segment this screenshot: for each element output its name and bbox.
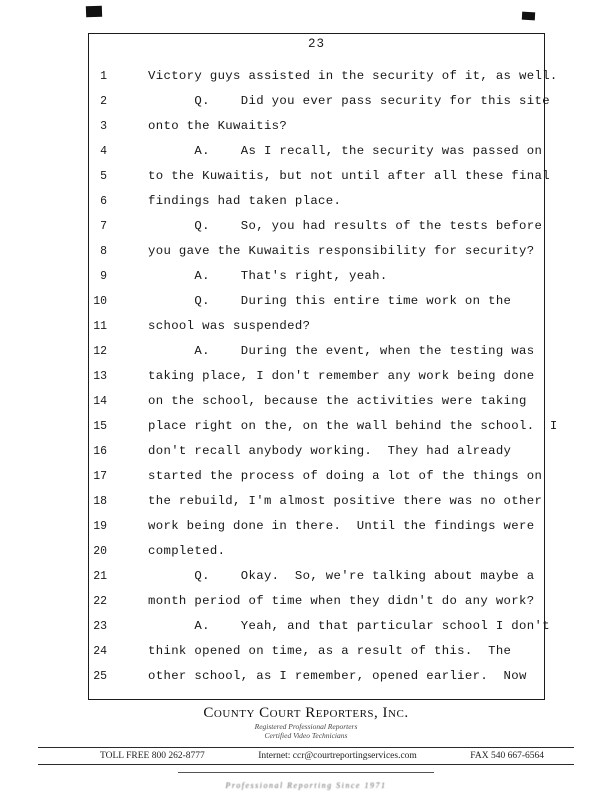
line-text: work being done in there. Until the findings were bbox=[148, 519, 535, 533]
transcript-line bbox=[89, 89, 550, 114]
firm-tagline-2: Certified Video Technicians bbox=[264, 731, 348, 740]
line-text: A. That's right, yeah. bbox=[148, 269, 388, 283]
line-number: 11 bbox=[93, 320, 107, 333]
transcript-line bbox=[89, 164, 550, 189]
line-text: A. As I recall, the security was passed on bbox=[148, 144, 543, 158]
line-number: 24 bbox=[93, 645, 107, 658]
motto-text: Professional Reporting Since 1971 bbox=[225, 781, 387, 790]
transcript-line bbox=[89, 614, 550, 639]
transcript-line bbox=[89, 214, 544, 239]
scan-mark-top-right bbox=[522, 12, 535, 21]
transcript-line bbox=[89, 364, 544, 389]
transcript-line bbox=[89, 64, 558, 89]
line-number: 14 bbox=[93, 395, 107, 408]
line-number: 12 bbox=[93, 345, 107, 358]
firm-tagline-1: Registered Professional Reporters bbox=[254, 722, 358, 731]
page-number: 23 bbox=[307, 37, 325, 51]
line-text: Q. During this entire time work on the bbox=[148, 294, 512, 308]
line-number: 20 bbox=[93, 545, 107, 558]
line-text: A. During the event, when the testing was bbox=[148, 344, 535, 358]
line-number: 21 bbox=[93, 570, 107, 583]
line-text: place right on the, on the wall behind the school. I bbox=[148, 419, 558, 433]
line-text: the rebuild, I'm almost positive there was no other bbox=[148, 494, 543, 508]
transcript-line bbox=[89, 289, 544, 314]
line-number: 7 bbox=[100, 220, 107, 233]
internet-email: Internet: ccr@courtreportingservices.com bbox=[258, 751, 417, 761]
line-number: 8 bbox=[100, 245, 107, 258]
transcript-frame bbox=[88, 33, 558, 700]
motto-box bbox=[178, 772, 434, 792]
line-number: 3 bbox=[100, 120, 107, 133]
line-text: think opened on time, as a result of this. The bbox=[148, 644, 512, 658]
line-text: A. Yeah, and that particular school I don't bbox=[148, 619, 550, 633]
toll-free-number: TOLL FREE 800 262-8777 bbox=[100, 751, 205, 761]
transcript-line bbox=[89, 539, 544, 564]
line-number: 16 bbox=[93, 445, 107, 458]
line-text: you gave the Kuwaitis responsibility for security? bbox=[148, 244, 535, 258]
transcript-line bbox=[89, 239, 544, 264]
transcript-line bbox=[89, 464, 544, 489]
line-number: 17 bbox=[93, 470, 107, 483]
line-text: onto the Kuwaitis? bbox=[148, 119, 288, 133]
scan-mark-top-left bbox=[86, 6, 102, 18]
line-text: don't recall anybody working. They had already bbox=[148, 444, 512, 458]
transcript-lines bbox=[89, 64, 558, 689]
line-number: 23 bbox=[93, 620, 107, 633]
line-number: 1 bbox=[100, 70, 107, 83]
transcript-line bbox=[89, 564, 544, 589]
line-number: 5 bbox=[100, 170, 107, 183]
transcript-line bbox=[89, 414, 558, 439]
transcript-line bbox=[89, 314, 544, 339]
transcript-line bbox=[89, 389, 544, 414]
line-number: 6 bbox=[100, 195, 107, 208]
transcript-line bbox=[89, 264, 544, 289]
line-text: findings had taken place. bbox=[148, 194, 342, 208]
footer-divider-bottom bbox=[38, 764, 574, 765]
line-text: Victory guys assisted in the security of it, as well. bbox=[148, 69, 558, 83]
line-number: 18 bbox=[93, 495, 107, 508]
transcript-line bbox=[89, 339, 544, 364]
line-text: on the school, because the activities were taking bbox=[148, 394, 527, 408]
line-text: started the process of doing a lot of the things on bbox=[148, 469, 543, 483]
line-number: 19 bbox=[93, 520, 107, 533]
line-text: Q. Did you ever pass security for this site bbox=[148, 94, 550, 108]
fax-number: FAX 540 667-6564 bbox=[470, 751, 544, 761]
line-text: completed. bbox=[148, 544, 226, 558]
line-number: 4 bbox=[100, 145, 107, 158]
line-number: 15 bbox=[93, 420, 107, 433]
transcript-line bbox=[89, 139, 544, 164]
transcript-line bbox=[89, 189, 544, 214]
transcript-line bbox=[89, 114, 544, 139]
line-number: 13 bbox=[93, 370, 107, 383]
line-number: 2 bbox=[100, 95, 107, 108]
contact-row bbox=[100, 748, 544, 764]
line-text: Q. Okay. So, we're talking about maybe a bbox=[148, 569, 535, 583]
transcript-line bbox=[89, 489, 544, 514]
line-number: 22 bbox=[93, 595, 107, 608]
firm-name: County Court Reporters, Inc. bbox=[203, 705, 409, 721]
line-text: taking place, I don't remember any work being done bbox=[148, 369, 535, 383]
line-text: month period of time when they didn't do any work? bbox=[148, 594, 535, 608]
line-number: 25 bbox=[93, 670, 107, 683]
transcript-line bbox=[89, 514, 544, 539]
line-text: other school, as I remember, opened earlier. Now bbox=[148, 669, 527, 683]
line-text: to the Kuwaitis, but not until after all these final bbox=[148, 169, 550, 183]
transcript-line bbox=[89, 664, 544, 689]
transcript-line bbox=[89, 639, 544, 664]
transcript-line bbox=[89, 439, 544, 464]
line-number: 9 bbox=[100, 270, 107, 283]
line-text: school was suspended? bbox=[148, 319, 311, 333]
line-number: 10 bbox=[93, 295, 107, 308]
transcript-line bbox=[89, 589, 544, 614]
line-text: Q. So, you had results of the tests before bbox=[148, 219, 543, 233]
footer bbox=[0, 702, 612, 792]
